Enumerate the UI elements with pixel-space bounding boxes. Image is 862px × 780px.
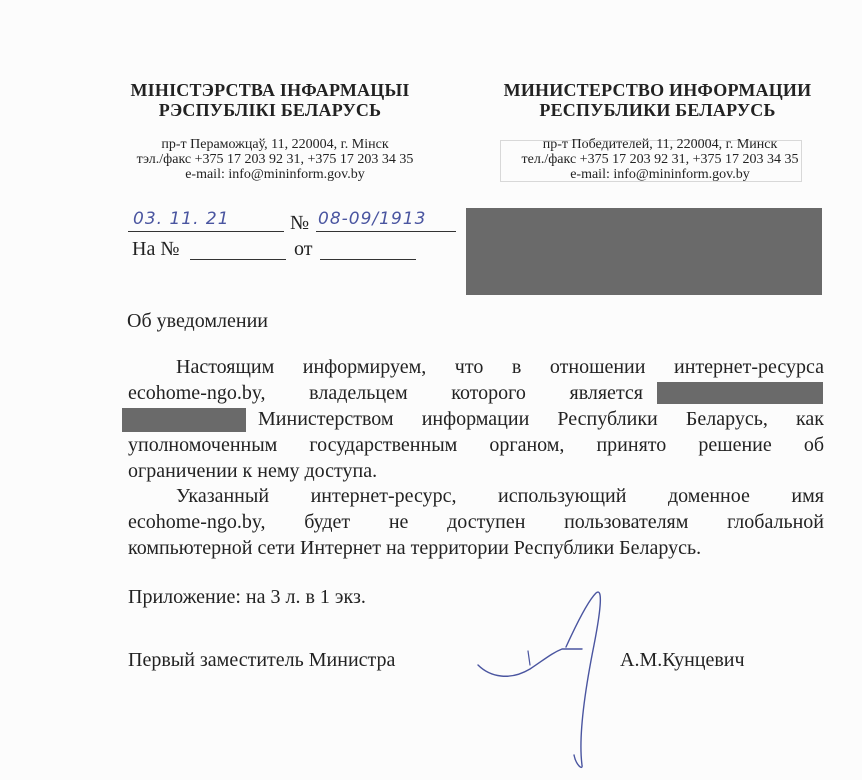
title-line-2: РЕСПУБЛИКИ БЕЛАРУСЬ xyxy=(539,100,776,120)
paragraph-1-line-5: ограничении к нему доступа. xyxy=(128,460,378,482)
title-line-1: МИНИСТЕРСТВО ИНФОРМАЦИИ xyxy=(503,80,812,100)
signatory-name: А.М.Кунцевич xyxy=(620,649,745,671)
paragraph-1-line-3: Министерством информации Республики Беларусь, как xyxy=(258,408,824,430)
ot-line xyxy=(320,259,416,260)
ministry-title-russian xyxy=(485,80,830,120)
address: пр-т Пераможцаў, 11, 220004, г. Мінск xyxy=(161,137,389,152)
phone: тел./факс +375 17 203 92 31, +375 17 203 34 35 xyxy=(521,152,799,167)
redacted-owner-part-1 xyxy=(657,382,823,404)
signatory-position: Первый заместитель Министра xyxy=(128,649,396,671)
number-line xyxy=(316,231,456,232)
date-line xyxy=(128,231,284,232)
number-label: № xyxy=(290,212,310,234)
paragraph-1-line-4: уполномоченным государственным органом, принято решение об xyxy=(128,434,824,456)
paragraph-1-line-2: ecohome-ngo.by, владельцем которого является xyxy=(128,382,643,404)
paragraph-2-line-1: Указанный интернет-ресурс, использующий доменное имя xyxy=(176,485,824,507)
phone: тэл./факс +375 17 203 92 31, +375 17 203 34 35 xyxy=(136,152,414,167)
subject: Об уведомлении xyxy=(127,310,268,332)
handwritten-date: 03. 11. 21 xyxy=(133,209,230,229)
contacts-belarusian xyxy=(105,137,445,182)
title-line-1: МІНІСТЭРСТВА ІНФАРМАЦЫІ xyxy=(130,80,410,100)
email: e-mail: info@mininform.gov.by xyxy=(185,167,365,182)
title-line-2: РЭСПУБЛІКІ БЕЛАРУСЬ xyxy=(158,100,382,120)
paragraph-2-line-2: ecohome-ngo.by, будет не доступен пользователям глобальной xyxy=(128,511,824,533)
redacted-addressee xyxy=(466,208,822,295)
handwritten-number: 08-09/1913 xyxy=(318,209,427,229)
paragraph-1-line-1: Настоящим информируем, что в отношении интернет-ресурса xyxy=(176,356,824,378)
redacted-owner-part-2 xyxy=(122,408,246,432)
na-line xyxy=(190,259,286,260)
email: e-mail: info@mininform.gov.by xyxy=(570,167,750,182)
ot-label: от xyxy=(294,238,313,260)
paragraph-2-line-3: компьютерной сети Интернет на территории Республики Беларусь. xyxy=(128,537,702,559)
contacts-russian xyxy=(490,137,830,182)
attachment-note: Приложение: на 3 л. в 1 экз. xyxy=(128,586,366,608)
handwritten-signature xyxy=(470,585,630,775)
na-label: На № xyxy=(132,238,180,260)
address: пр-т Победителей, 11, 220004, г. Минск xyxy=(542,137,778,152)
ministry-title-belarusian xyxy=(95,80,445,120)
